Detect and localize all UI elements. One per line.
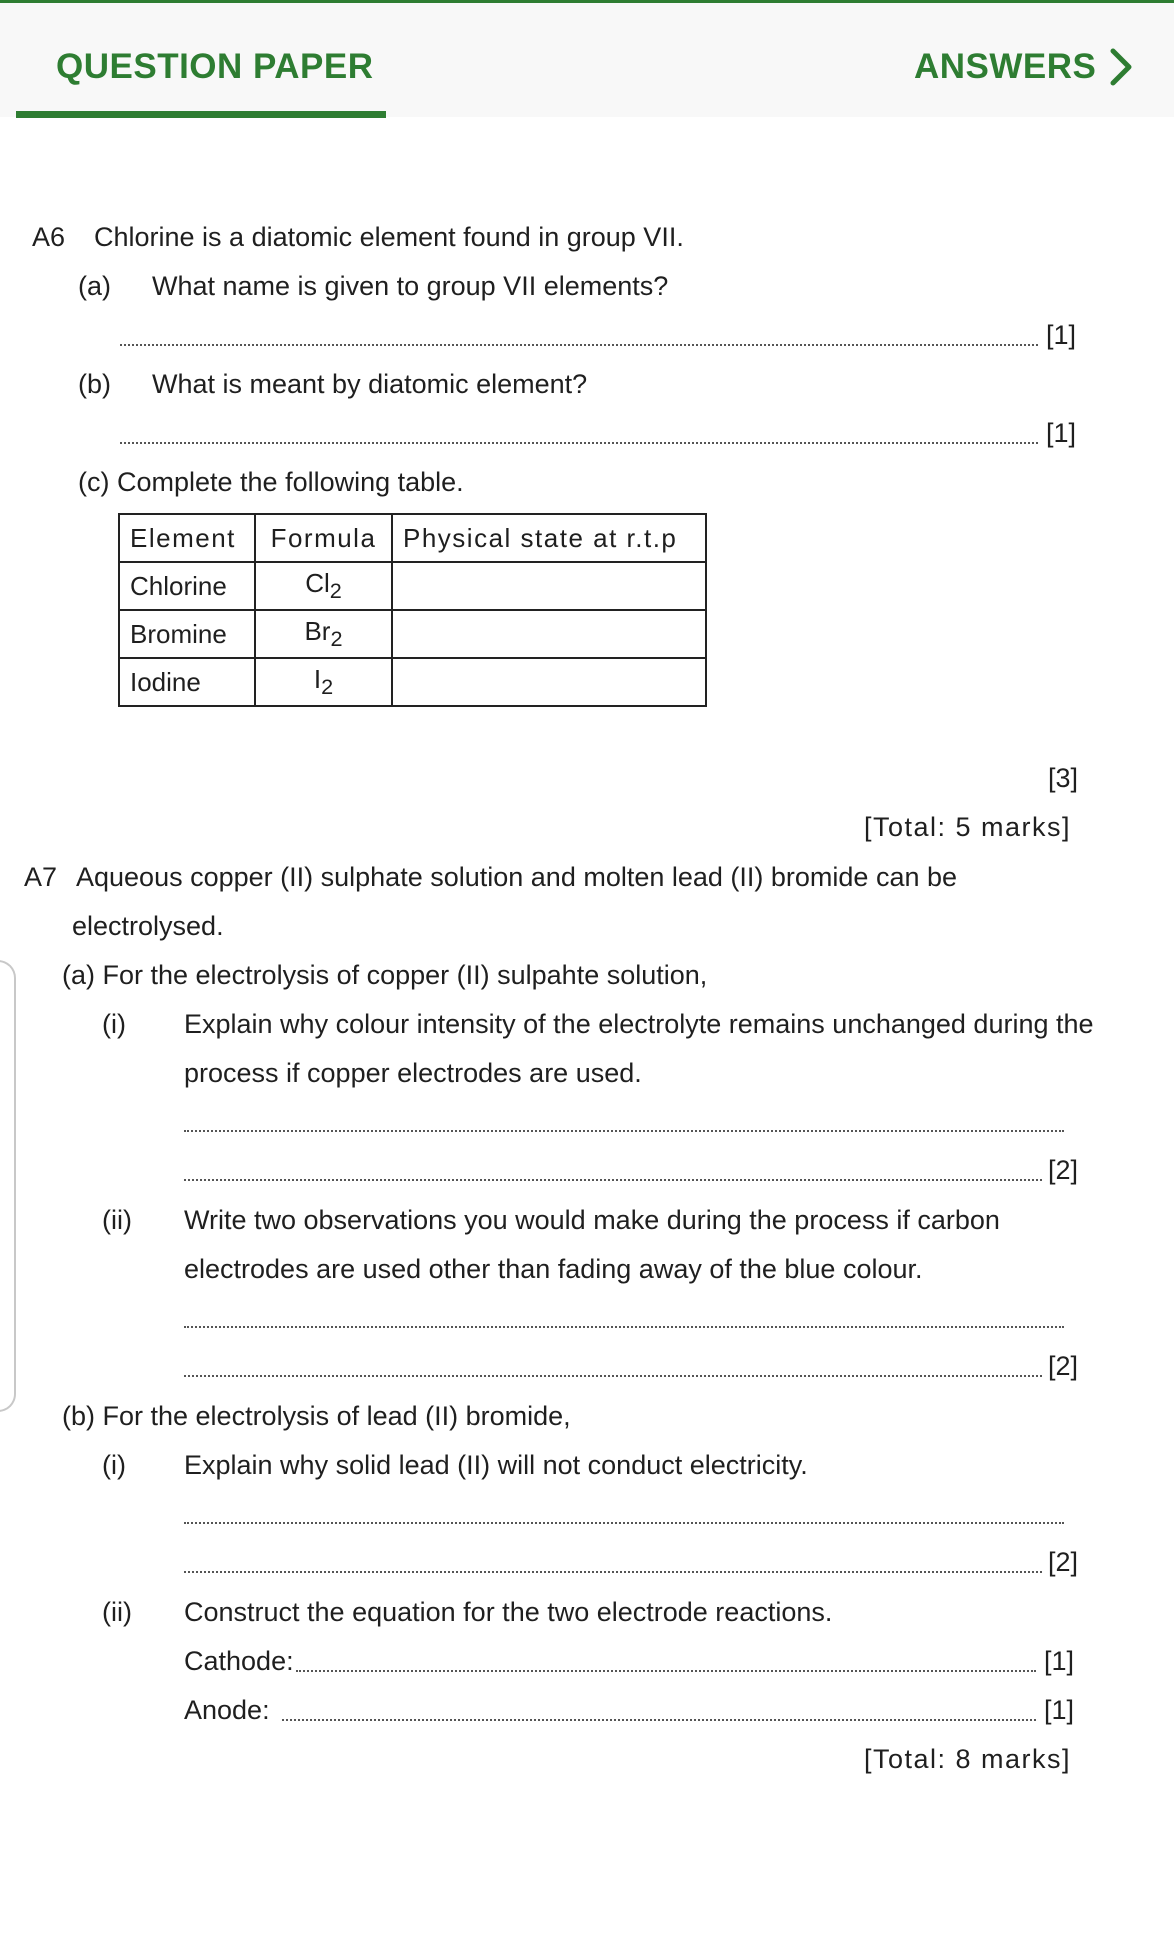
tab-question-paper[interactable]: QUESTION PAPER <box>56 47 374 86</box>
element-table <box>118 513 707 707</box>
question-number-a7: A7 <box>24 862 58 892</box>
formula-symbol: I <box>313 663 322 694</box>
cathode-label: Cathode: <box>184 1646 294 1676</box>
element-formula <box>255 562 392 610</box>
tab-answers[interactable]: ANSWERS <box>914 47 1097 86</box>
a7-b-i-answer-line-2[interactable] <box>184 1571 1042 1573</box>
a7-b-i-question: Explain why solid lead (II) will not conduct electricity. <box>184 1450 808 1480</box>
anode-label: Anode: <box>184 1695 270 1725</box>
a7-a-i-line2: process if copper electrodes are used. <box>184 1058 642 1088</box>
chevron-right-icon[interactable] <box>1108 47 1134 87</box>
a7-total: [Total: 8 marks] <box>864 1744 1072 1774</box>
a7-a-ii-answer-line-1[interactable] <box>184 1326 1064 1328</box>
a6-total: [Total: 5 marks] <box>864 812 1072 842</box>
physical-state-cell[interactable] <box>392 658 706 706</box>
header-physical-state: Physical state at r.t.p <box>392 514 706 562</box>
physical-state-cell[interactable] <box>392 562 706 610</box>
a6-b-answer-line[interactable] <box>120 442 1038 444</box>
a7-a-ii-label: (ii) <box>102 1205 132 1235</box>
cathode-answer-line[interactable] <box>296 1670 1036 1672</box>
a6-stem: Chlorine is a diatomic element found in group VII. <box>94 222 684 252</box>
formula-subscript: 2 <box>329 578 342 604</box>
a7-b-i-mark: [2] <box>1048 1547 1079 1577</box>
a7-a-i-line1: Explain why colour intensity of the electrolyte remains unchanged during the <box>184 1009 1094 1039</box>
question-number-a6: A6 <box>32 222 66 252</box>
a6-b-mark: [1] <box>1046 418 1077 448</box>
a6-c-mark: [3] <box>1048 763 1079 793</box>
anode-answer-line[interactable] <box>282 1719 1036 1721</box>
tab-bar <box>0 3 1174 117</box>
active-tab-indicator <box>16 111 386 118</box>
a7-b-ii-label: (ii) <box>102 1597 132 1627</box>
a7-b-question: (b) For the electrolysis of lead (II) bromide, <box>62 1401 571 1431</box>
anode-mark: [1] <box>1044 1695 1075 1725</box>
table-row <box>119 562 706 610</box>
table-row <box>119 610 706 658</box>
formula-subscript: 2 <box>321 674 334 700</box>
a7-a-ii-mark: [2] <box>1048 1351 1079 1381</box>
a6-a-label: (a) <box>78 271 111 301</box>
physical-state-cell[interactable] <box>392 610 706 658</box>
table-header-row <box>119 514 706 562</box>
a7-a-i-label: (i) <box>102 1009 126 1039</box>
formula-symbol: Cl <box>305 567 330 598</box>
a7-b-i-answer-line-1[interactable] <box>184 1522 1064 1524</box>
a7-a-i-answer-line-1[interactable] <box>184 1130 1064 1132</box>
a7-b-i-label: (i) <box>102 1450 126 1480</box>
a7-a-i-answer-line-2[interactable] <box>184 1179 1042 1181</box>
formula-symbol: Br <box>304 615 331 646</box>
a7-a-ii-line1: Write two observations you would make during the process if carbon <box>184 1205 1000 1235</box>
a7-stem-line2: electrolysed. <box>72 911 224 941</box>
a6-b-label: (b) <box>78 369 111 399</box>
a6-a-question: What name is given to group VII elements? <box>152 271 669 301</box>
cathode-mark: [1] <box>1044 1646 1075 1676</box>
a7-b-ii-question: Construct the equation for the two electrode reactions. <box>184 1597 833 1627</box>
header-element: Element <box>119 514 255 562</box>
a7-a-question: (a) For the electrolysis of copper (II) sulpahte solution, <box>62 960 708 990</box>
a6-a-mark: [1] <box>1046 320 1077 350</box>
a7-stem-line1: Aqueous copper (II) sulphate solution and molten lead (II) bromide can be <box>76 862 958 892</box>
a6-a-answer-line[interactable] <box>120 344 1038 346</box>
formula-subscript: 2 <box>330 626 343 652</box>
a6-b-question: What is meant by diatomic element? <box>152 369 588 399</box>
element-formula <box>255 610 392 658</box>
a7-a-ii-answer-line-2[interactable] <box>184 1375 1042 1377</box>
element-name: Chlorine <box>119 562 255 610</box>
a7-a-ii-line2: electrodes are used other than fading away of the blue colour. <box>184 1254 923 1284</box>
table-row <box>119 658 706 706</box>
element-formula <box>255 658 392 706</box>
element-name: Bromine <box>119 610 255 658</box>
a6-c-question: (c) Complete the following table. <box>78 467 464 497</box>
element-name: Iodine <box>119 658 255 706</box>
a7-a-i-mark: [2] <box>1048 1155 1079 1185</box>
side-scroll-handle[interactable] <box>0 960 16 1412</box>
header-formula: Formula <box>255 514 392 562</box>
